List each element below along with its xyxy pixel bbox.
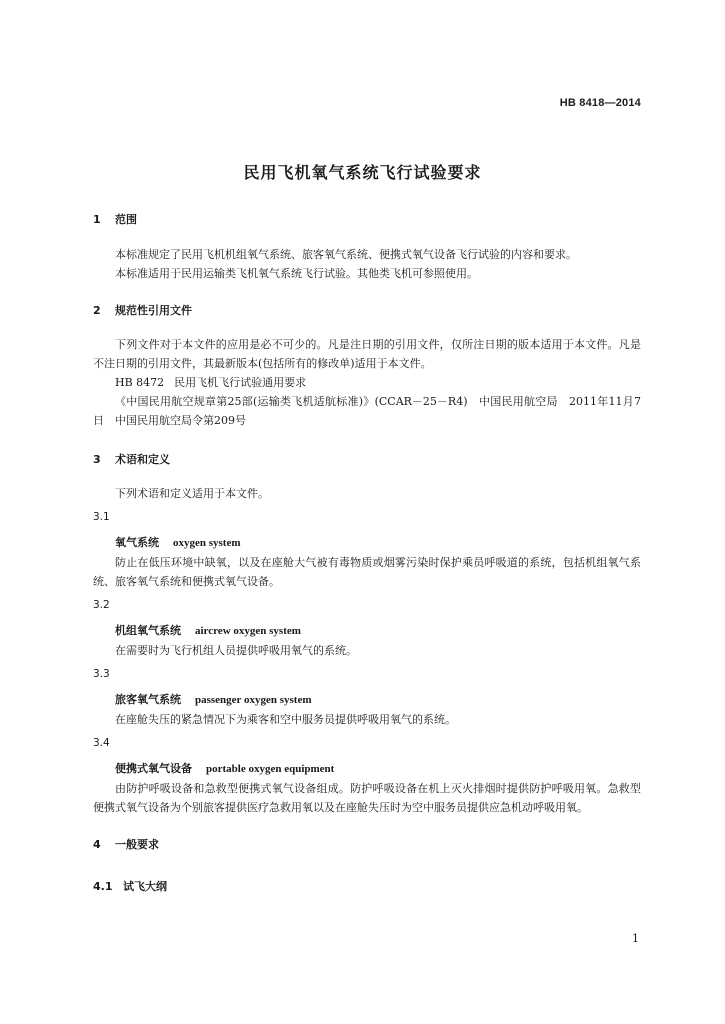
clause-number: 3.3 xyxy=(93,668,110,680)
term-en: aircrew oxygen system xyxy=(195,625,301,637)
term-zh: 便携式氧气设备 xyxy=(115,762,192,775)
term-entry xyxy=(93,759,641,779)
section-title: 范围 xyxy=(115,213,137,226)
section-title: 一般要求 xyxy=(115,838,159,851)
section-3-heading xyxy=(93,452,641,468)
document-body xyxy=(93,212,641,895)
section-title: 术语和定义 xyxy=(115,453,170,466)
section-title: 规范性引用文件 xyxy=(115,304,192,317)
term-definition: 在座舱失压的紧急情况下为乘客和空中服务员提供呼吸用氧气的系统。 xyxy=(115,713,456,726)
term-entry xyxy=(93,621,641,641)
term-definition: 由防护呼吸设备和急救型便携式氧气设备组成。防护呼吸设备在机上灭火排烟时提供防护呼吸用氧。急救型便携式氧气设备为个别旅客提供医疗急救用氧以及在座舱失压时为空中服务员提供应急机动呼吸用氧。 xyxy=(93,782,641,814)
term-definition: 在需要时为飞行机组人员提供呼吸用氧气的系统。 xyxy=(115,644,357,657)
section-number: 4 xyxy=(93,838,101,851)
page-number: 1 xyxy=(632,932,639,945)
section-number: 2 xyxy=(93,304,101,317)
clause-number: 3.4 xyxy=(93,737,110,749)
term-en: portable oxygen equipment xyxy=(206,763,335,775)
term-zh: 机组氧气系统 xyxy=(115,624,181,637)
term-en: oxygen system xyxy=(173,537,241,549)
paragraph: 本标准规定了民用飞机机组氧气系统、旅客氧气系统、便携式氧气设备飞行试验的内容和要求。 xyxy=(115,248,577,261)
section-number: 3 xyxy=(93,453,101,466)
term-zh: 氧气系统 xyxy=(115,536,159,549)
reference-title: 民用飞机飞行试验通用要求 xyxy=(174,376,307,389)
paragraph: 本标准适用于民用运输类飞机氧气系统飞行试验。其他类飞机可参照使用。 xyxy=(115,267,478,280)
paragraph: 下列术语和定义适用于本文件。 xyxy=(115,487,269,500)
section-1-heading xyxy=(93,212,641,228)
subsection-4-1-heading xyxy=(93,879,641,895)
reference-code: HB 8472 xyxy=(115,376,165,389)
term-definition: 防止在低压环境中缺氧，以及在座舱大气被有毒物质或烟雾污染时保护乘员呼吸道的系统，包括机组氧气系统、旅客氧气系统和便携式氧气设备。 xyxy=(93,556,641,588)
section-4-heading xyxy=(93,837,641,853)
standard-code: HB 8418—2014 xyxy=(559,97,641,109)
page-title: 民用飞机氧气系统飞行试验要求 xyxy=(243,163,482,182)
section-2-heading xyxy=(93,303,641,319)
term-entry xyxy=(93,533,641,553)
subsection-number: 4.1 xyxy=(93,880,113,893)
term-en: passenger oxygen system xyxy=(195,694,312,706)
subsection-title: 试飞大纲 xyxy=(123,880,167,893)
section-number: 1 xyxy=(93,213,101,226)
clause-number: 3.2 xyxy=(93,599,110,611)
term-entry xyxy=(93,690,641,710)
clause-number: 3.1 xyxy=(93,511,110,523)
term-zh: 旅客氧气系统 xyxy=(115,693,181,706)
reference-item: 《中国民用航空规章第25部(运输类飞机适航标准)》(CCAR－25－R4) 中国民用航空局 2011年11月7日 中国民用航空局令第209号 xyxy=(93,395,641,427)
paragraph: 下列文件对于本文件的应用是必不可少的。凡是注日期的引用文件，仅所注日期的版本适用于本文件。凡是不注日期的引用文件，其最新版本(包括所有的修改单)适用于本文件。 xyxy=(93,338,641,370)
reference-item xyxy=(93,373,641,392)
